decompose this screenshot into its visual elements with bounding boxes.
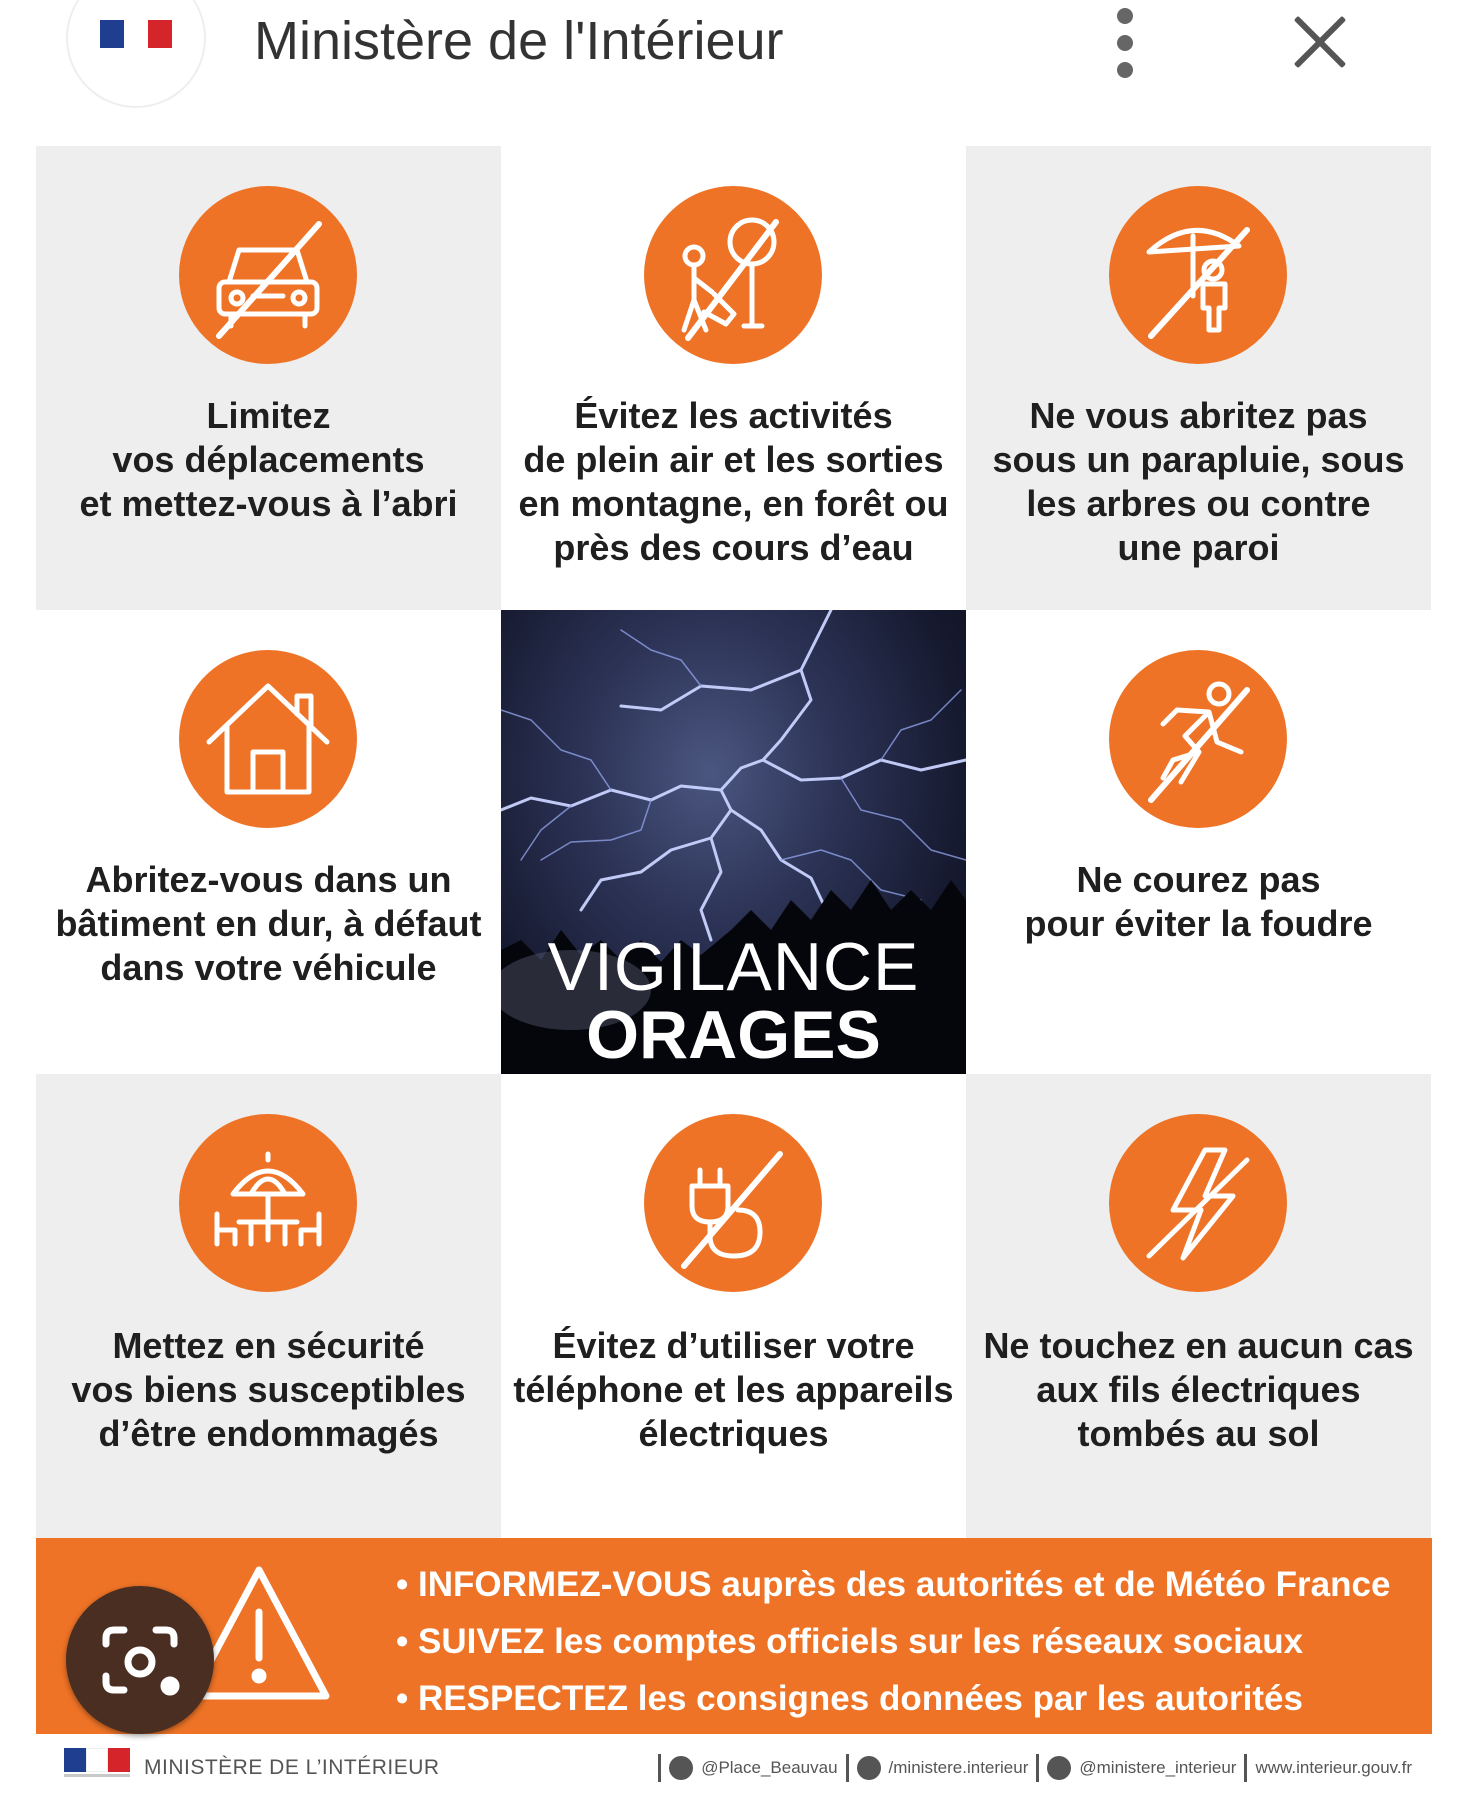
twitter-handle[interactable]: @Place_Beauvau [701,1758,838,1777]
tip-text: Limitez vos déplacements et mettez-vous à l’abri [79,395,458,524]
house-icon [179,650,357,828]
instagram-handle[interactable]: @ministere_interieur [1079,1758,1237,1777]
website-link[interactable]: www.interieur.gouv.fr [1255,1758,1412,1777]
facebook-handle[interactable]: /ministere.interieur [888,1758,1029,1777]
tip-card-avoid-outdoor [501,146,966,610]
french-flag-icon [64,1748,130,1772]
instagram-icon [1047,1756,1071,1780]
poster-footer [36,1734,1432,1800]
advice-list [396,1556,1390,1727]
close-icon[interactable] [1290,12,1350,72]
tip-text: Évitez d’utiliser votre téléphone et les appareils électriques [513,1325,954,1454]
french-flag-icon [100,20,172,48]
tip-text: Ne vous abritez pas sous un parapluie, sous les arbres ou contre une paroi [992,395,1405,568]
tip-card-no-touch-wires [966,1074,1431,1538]
garden-furniture-icon [179,1114,357,1292]
republic-motto-mark [64,1774,130,1777]
tip-text: Ne touchez en aucun cas aux fils électriques tombés au sol [983,1325,1414,1454]
advice-item: • SUIVEZ les comptes officiels sur les réseaux sociaux [396,1622,1304,1661]
no-outdoor-activity-icon [644,186,822,364]
orages-title: ORAGES [586,997,881,1073]
advice-band [36,1538,1432,1734]
no-umbrella-shelter-icon [1109,186,1287,364]
facebook-icon [857,1756,881,1780]
tip-text: Abritez-vous dans un bâtiment en dur, à défaut dans votre véhicule [55,859,482,988]
advice-item: • INFORMEZ-VOUS auprès des autorités et de Météo France [396,1565,1391,1604]
twitter-icon [669,1756,693,1780]
tip-card-secure-property [36,1074,501,1538]
app-header [0,0,1468,140]
lens-camera-icon [66,1586,214,1734]
tip-card-no-shelter [966,146,1431,610]
tips-grid [36,146,1432,1538]
no-car-icon [179,186,357,364]
vigilance-title: VIGILANCE [547,929,920,1005]
vigilance-poster [36,146,1432,1800]
storm-lightning-photo [501,610,966,1074]
no-electric-plug-icon [644,1114,822,1292]
tip-text: Évitez les activités de plein air et les sorties en montagne, en forêt ou près des cours d’eau [518,395,949,568]
tip-card-shelter-building [36,610,501,1074]
fallen-wire-icon [1109,1114,1287,1292]
tip-card-dont-run [966,610,1431,1074]
tip-text: Mettez en sécurité vos biens susceptibles d’être endommagés [71,1325,466,1454]
kebab-menu-icon[interactable] [1108,8,1142,78]
app-title: Ministère de l'Intérieur [254,11,784,71]
advice-item: • RESPECTEZ les consignes données par les autorités [396,1679,1303,1718]
ministry-logo[interactable] [68,0,204,106]
lens-camera-button[interactable] [66,1586,214,1734]
no-running-icon [1109,650,1287,828]
tip-card-limit-travel [36,146,501,610]
tip-text: Ne courez pas pour éviter la foudre [1024,859,1373,944]
social-links [658,1754,1412,1782]
tip-card-avoid-electronics [501,1074,966,1538]
footer-ministry-name: MINISTÈRE DE L’INTÉRIEUR [144,1756,440,1779]
